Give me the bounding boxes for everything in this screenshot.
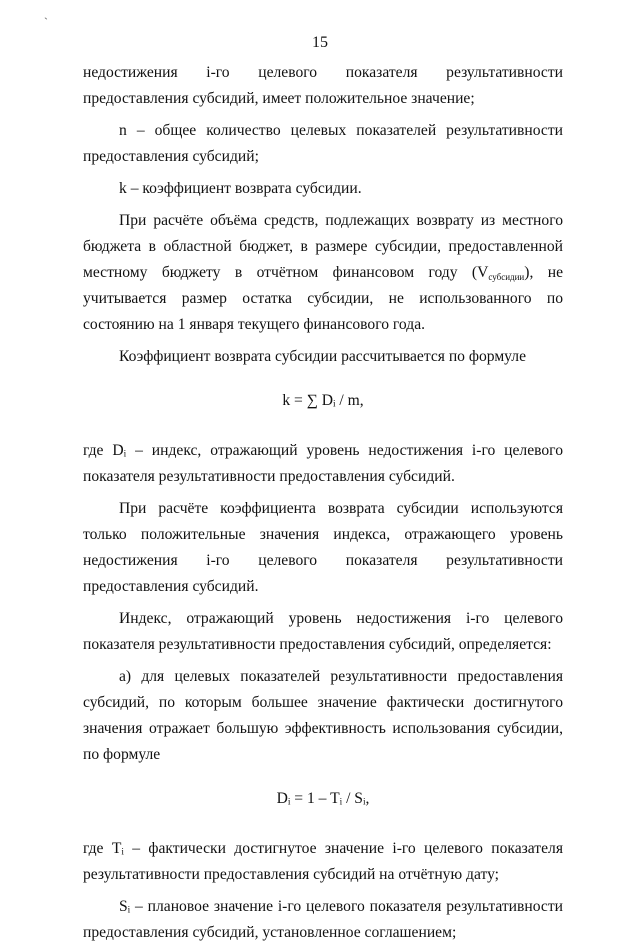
document-body [83, 60, 563, 946]
paragraph-t-definition: где Tᵢ – фактически достигнутое значение i-го целевого показателя результативности предоставления субсидий на отчётную дату; [83, 840, 563, 883]
paragraph-volume-text-b: ), не учитывается размер остатка субсидии, не использованного по состоянию на 1 января текущего финансового года. [83, 264, 563, 333]
page-number: 15 [312, 34, 328, 51]
paragraph-k-definition: k – коэффициент возврата субсидии. [119, 180, 362, 197]
stray-mark: ` [44, 15, 48, 29]
paragraph-index-determined: Индекс, отражающий уровень недостижения i-го целевого показателя результативности предоставления субсидий, определяется: [83, 610, 563, 653]
v-subscript: субсидии [488, 272, 525, 282]
paragraph-1: недостижения i-го целевого показателя результативности предоставления субсидий, имеет положительное значение; [83, 64, 563, 107]
paragraph-d-definition: где Dᵢ – индекс, отражающий уровень недостижения i-го целевого показателя результативности предоставления субсидий. [83, 442, 563, 485]
paragraph-s-definition: Sᵢ – плановое значение i-го целевого показателя результативности предоставления субсидий, установленное соглашением; [83, 898, 563, 941]
paragraph-n-definition: n – общее количество целевых показателей результативности предоставления субсидий; [83, 122, 563, 165]
paragraph-coefficient-formula-intro: Коэффициент возврата субсидии рассчитывается по формуле [119, 348, 526, 365]
formula-d: Dᵢ = 1 – Tᵢ / Sᵢ, [276, 790, 370, 807]
formula-k: k = ∑ Dᵢ / m, [282, 392, 364, 409]
paragraph-case-a: а) для целевых показателей результативности предоставления субсидий, по которым большее значение фактически достигнутого значения отражает большую эффективность использования субсидии, по формуле [83, 668, 563, 763]
paragraph-volume-text-a: При расчёте объёма средств, подлежащих возврату из местного бюджета в областной бюджет, в размере субсидии, предоставленной местному бюджету в отчётном финансовом году (V [83, 212, 563, 281]
paragraph-volume-calculation [83, 208, 563, 338]
paragraph-positive-values: При расчёте коэффициента возврата субсидии используются только положительные значения индекса, отражающего уровень недостижения i-го целевого показателя результативности предоставления субсидий. [83, 500, 563, 595]
